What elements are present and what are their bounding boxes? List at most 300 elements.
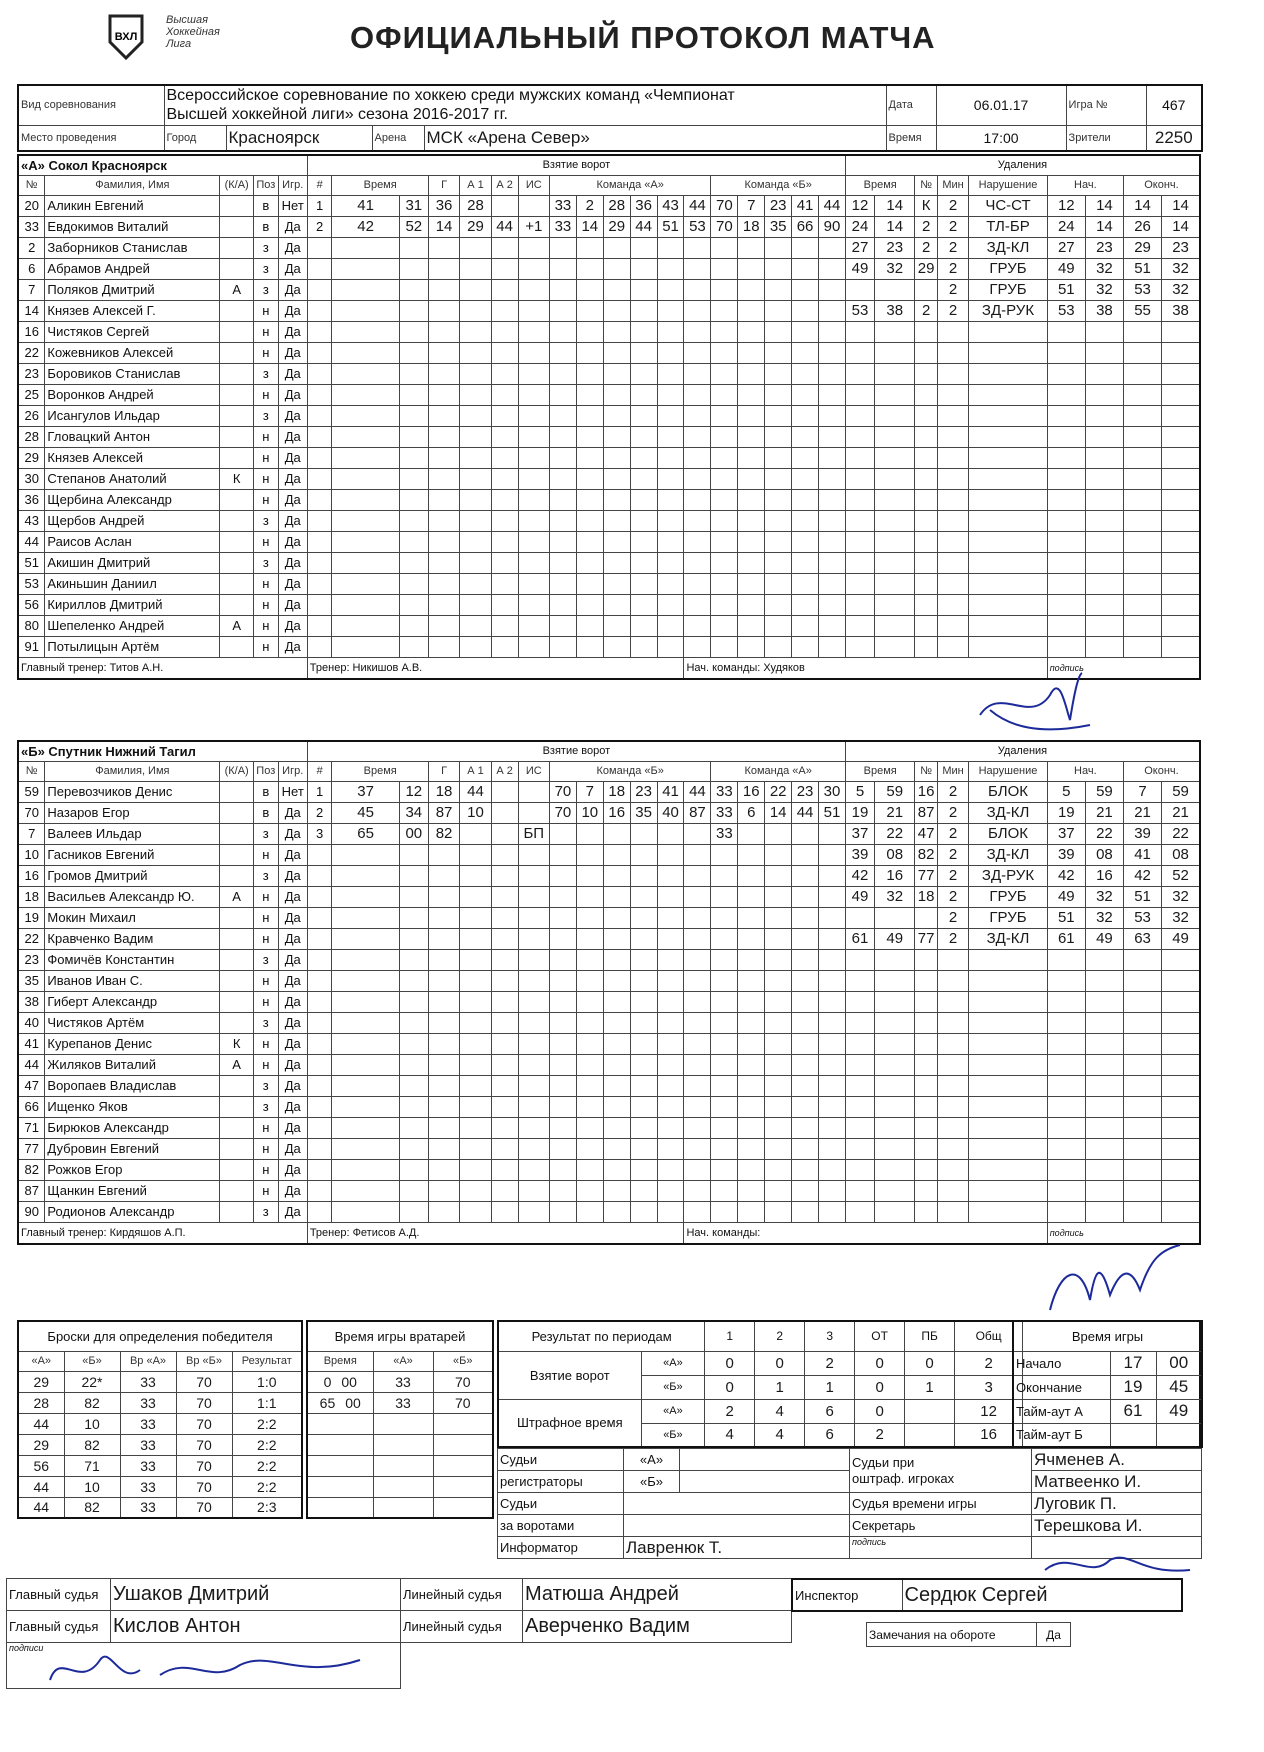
empty-cell	[711, 279, 738, 300]
empty-cell	[603, 1201, 630, 1222]
empty-cell	[819, 1033, 846, 1054]
empty-cell	[819, 1075, 846, 1096]
empty-cell	[711, 468, 738, 489]
pen-judge-1: Ячменев А.	[1032, 1449, 1202, 1471]
empty-cell	[765, 1138, 792, 1159]
empty-cell	[460, 991, 491, 1012]
empty-cell	[1047, 531, 1085, 552]
empty-cell	[460, 1033, 491, 1054]
empty-cell	[738, 552, 765, 573]
pen-player: 87	[915, 802, 937, 823]
empty-cell	[428, 928, 459, 949]
player-position: н	[253, 321, 278, 342]
empty-cell	[433, 1476, 493, 1497]
empty-cell	[915, 594, 937, 615]
col-team-on-ice: Команда «Б»	[549, 761, 710, 781]
secretary: Терешкова И.	[1032, 1515, 1202, 1537]
col-num: №	[18, 761, 45, 781]
goalie-time	[307, 1371, 373, 1392]
empty-cell	[1047, 1054, 1085, 1075]
empty-cell	[307, 426, 332, 447]
empty-cell	[765, 1180, 792, 1201]
player-number: 70	[18, 802, 45, 823]
pen-end-min: 53	[1123, 279, 1161, 300]
empty-cell	[549, 886, 576, 907]
player-number: 7	[18, 279, 45, 300]
player-role	[220, 531, 254, 552]
empty-cell	[1085, 1180, 1123, 1201]
empty-cell	[307, 1117, 332, 1138]
player-role	[220, 1012, 254, 1033]
empty-cell	[875, 447, 915, 468]
empty-cell	[307, 447, 332, 468]
empty-cell	[819, 865, 846, 886]
empty-cell	[576, 1012, 603, 1033]
empty-cell	[576, 552, 603, 573]
team_b-table	[17, 740, 1201, 1245]
empty-cell	[332, 844, 399, 865]
empty-cell	[969, 342, 1047, 363]
empty-cell	[399, 1201, 428, 1222]
empty-cell	[307, 1497, 373, 1518]
empty-cell	[518, 1012, 549, 1033]
empty-cell	[792, 928, 819, 949]
empty-cell	[1047, 1138, 1085, 1159]
empty-cell	[518, 615, 549, 636]
goalie-a: 33	[373, 1371, 433, 1392]
empty-cell	[657, 363, 684, 384]
empty-cell	[332, 363, 399, 384]
player-number: 71	[18, 1117, 45, 1138]
empty-cell	[684, 405, 711, 426]
empty-cell	[657, 844, 684, 865]
venue-label: Место проведения	[18, 125, 164, 151]
empty-cell	[603, 468, 630, 489]
empty-cell	[549, 363, 576, 384]
empty-cell	[969, 510, 1047, 531]
pen-infraction: ЗД-РУК	[969, 300, 1047, 321]
player-role	[220, 405, 254, 426]
empty-cell	[307, 1476, 373, 1497]
empty-cell	[969, 1180, 1047, 1201]
player-number: 53	[18, 573, 45, 594]
empty-cell	[1085, 1159, 1123, 1180]
empty-cell	[969, 1159, 1047, 1180]
empty-cell	[460, 573, 491, 594]
shootout-col: «А»	[18, 1351, 64, 1371]
empty-cell	[332, 510, 399, 531]
goal-no: 1	[307, 781, 332, 802]
empty-cell	[576, 510, 603, 531]
pen-start-min: 53	[1047, 300, 1085, 321]
empty-cell	[819, 1159, 846, 1180]
empty-cell	[518, 426, 549, 447]
empty-cell	[765, 384, 792, 405]
shootout-cell: 44	[18, 1413, 64, 1434]
signature-team-a	[970, 665, 1100, 745]
empty-cell	[819, 1201, 846, 1222]
empty-cell	[819, 886, 846, 907]
empty-cell	[1085, 342, 1123, 363]
pen-player: К	[915, 195, 937, 216]
pen-minutes: 2	[937, 781, 968, 802]
on-ice-player: 7	[738, 195, 765, 216]
empty-cell	[399, 865, 428, 886]
empty-cell	[684, 1138, 711, 1159]
pen-end-min: 53	[1123, 907, 1161, 928]
goalie-time-min: 65	[319, 1394, 336, 1411]
pen-end-min: 55	[1123, 300, 1161, 321]
empty-cell	[630, 594, 657, 615]
shootout-cell: 2:2	[232, 1455, 302, 1476]
empty-cell	[711, 405, 738, 426]
empty-cell	[684, 1054, 711, 1075]
empty-cell	[937, 321, 968, 342]
empty-cell	[819, 531, 846, 552]
empty-cell	[1162, 1180, 1200, 1201]
empty-cell	[549, 949, 576, 970]
competition-label: Вид соревнования	[18, 85, 164, 125]
empty-cell	[711, 844, 738, 865]
empty-cell	[792, 949, 819, 970]
player-number: 91	[18, 636, 45, 657]
empty-cell	[603, 615, 630, 636]
pen-end-sec: 23	[1162, 237, 1200, 258]
empty-cell	[518, 489, 549, 510]
shootout-cell: 70	[176, 1497, 232, 1518]
empty-cell	[915, 949, 937, 970]
empty-cell	[937, 1054, 968, 1075]
empty-cell	[792, 237, 819, 258]
pen-end-min: 41	[1123, 844, 1161, 865]
empty-cell	[1123, 321, 1161, 342]
empty-cell	[875, 1054, 915, 1075]
pen-infraction: ЧС-СТ	[969, 195, 1047, 216]
period-team: «А»	[641, 1399, 705, 1423]
pen-infraction: ЗД-КЛ	[969, 237, 1047, 258]
goal-assist1	[460, 823, 491, 844]
player-name: Кириллов Дмитрий	[45, 594, 220, 615]
empty-cell	[1047, 949, 1085, 970]
empty-cell	[549, 1096, 576, 1117]
empty-cell	[845, 1159, 874, 1180]
player-played: Да	[278, 531, 307, 552]
empty-cell	[845, 363, 874, 384]
empty-cell	[491, 844, 518, 865]
empty-cell	[819, 363, 846, 384]
pen-end-sec: 22	[1162, 823, 1200, 844]
goal-assist1: 29	[460, 216, 491, 237]
empty-cell	[603, 1033, 630, 1054]
empty-cell	[332, 907, 399, 928]
empty-cell	[875, 1117, 915, 1138]
empty-cell	[657, 384, 684, 405]
empty-cell	[1085, 970, 1123, 991]
empty-cell	[845, 949, 874, 970]
empty-cell	[603, 1075, 630, 1096]
shootout-cell: 70	[176, 1455, 232, 1476]
empty-cell	[603, 991, 630, 1012]
empty-cell	[765, 552, 792, 573]
shootout-row	[18, 1455, 302, 1476]
empty-cell	[433, 1434, 493, 1455]
empty-cell	[518, 865, 549, 886]
reg-b: «Б»	[624, 1471, 680, 1493]
logo-line: Хоккейная	[166, 26, 220, 38]
empty-cell	[875, 426, 915, 447]
player-position: н	[253, 1180, 278, 1201]
empty-cell	[969, 489, 1047, 510]
empty-cell	[549, 1117, 576, 1138]
empty-cell	[765, 321, 792, 342]
period-row-label: Штрафное время	[498, 1399, 641, 1447]
player-played: Да	[278, 426, 307, 447]
empty-cell	[549, 321, 576, 342]
empty-cell	[937, 531, 968, 552]
empty-cell	[738, 1054, 765, 1075]
empty-cell	[1123, 1012, 1161, 1033]
empty-cell	[738, 1159, 765, 1180]
empty-cell	[657, 615, 684, 636]
empty-cell	[307, 907, 332, 928]
empty-cell	[711, 949, 738, 970]
empty-cell	[875, 594, 915, 615]
goal-min: 41	[332, 195, 399, 216]
pen-min: 24	[845, 216, 874, 237]
team-manager: Нач. команды: Худяков	[684, 657, 1047, 679]
player-position: н	[253, 426, 278, 447]
empty-cell	[460, 279, 491, 300]
empty-cell	[937, 594, 968, 615]
player-position: в	[253, 195, 278, 216]
pen-start-min: 49	[1047, 258, 1085, 279]
empty-cell	[845, 1138, 874, 1159]
empty-cell	[1085, 447, 1123, 468]
empty-cell	[684, 1033, 711, 1054]
empty-cell	[428, 468, 459, 489]
player-role	[220, 991, 254, 1012]
empty-cell	[1162, 489, 1200, 510]
empty-cell	[399, 1033, 428, 1054]
player-number: 40	[18, 1012, 45, 1033]
empty-cell	[657, 865, 684, 886]
shootout-cell: 10	[64, 1476, 120, 1497]
empty-cell	[1123, 489, 1161, 510]
goal-assist2	[491, 781, 518, 802]
spectators-label: Зрители	[1066, 125, 1146, 151]
empty-cell	[875, 1075, 915, 1096]
empty-cell	[332, 949, 399, 970]
empty-cell	[491, 1159, 518, 1180]
empty-cell	[307, 405, 332, 426]
informer-label: Информатор	[498, 1537, 624, 1559]
empty-cell	[915, 970, 937, 991]
empty-cell	[332, 384, 399, 405]
player-number: 47	[18, 1075, 45, 1096]
player-row	[18, 363, 1200, 384]
goalie-time	[307, 1392, 373, 1413]
empty-cell	[332, 928, 399, 949]
empty-cell	[738, 886, 765, 907]
on-ice-player: 36	[630, 195, 657, 216]
pen-start-min: 27	[1047, 237, 1085, 258]
empty-cell	[937, 1096, 968, 1117]
empty-cell	[373, 1497, 433, 1518]
empty-cell	[630, 510, 657, 531]
empty-cell	[307, 1434, 373, 1455]
empty-cell	[845, 384, 874, 405]
empty-cell	[518, 510, 549, 531]
empty-cell	[518, 1096, 549, 1117]
player-played: Да	[278, 928, 307, 949]
empty-cell	[1047, 447, 1085, 468]
empty-cell	[792, 531, 819, 552]
empty-cell	[937, 363, 968, 384]
empty-cell	[576, 573, 603, 594]
pen-player: 2	[915, 237, 937, 258]
empty-cell	[819, 300, 846, 321]
empty-cell	[630, 258, 657, 279]
player-position: н	[253, 531, 278, 552]
empty-cell	[765, 970, 792, 991]
player-name: Чистяков Артём	[45, 1012, 220, 1033]
team-manager: Нач. команды:	[684, 1222, 1047, 1244]
empty-cell	[399, 237, 428, 258]
on-ice-player: 10	[576, 802, 603, 823]
pen-min: 37	[845, 823, 874, 844]
on-ice-player: 41	[792, 195, 819, 216]
empty-cell	[915, 426, 937, 447]
player-position: н	[253, 489, 278, 510]
shootout-cell: 33	[120, 1413, 176, 1434]
empty-cell	[549, 342, 576, 363]
empty-cell	[428, 1180, 459, 1201]
col-is: ИС	[518, 175, 549, 195]
empty-cell	[765, 342, 792, 363]
player-role	[220, 300, 254, 321]
pen-player: 18	[915, 886, 937, 907]
time-value: 17:00	[936, 125, 1066, 151]
player-number: 36	[18, 489, 45, 510]
empty-cell	[307, 321, 332, 342]
empty-cell	[630, 1054, 657, 1075]
empty-cell	[969, 1138, 1047, 1159]
empty-cell	[603, 384, 630, 405]
pen-minutes: 2	[937, 823, 968, 844]
empty-cell	[491, 1033, 518, 1054]
empty-cell	[915, 991, 937, 1012]
on-ice-player: 23	[765, 195, 792, 216]
empty-cell	[1162, 949, 1200, 970]
start-minute: 00	[1156, 1351, 1202, 1375]
period-team: «Б»	[641, 1375, 705, 1399]
empty-cell	[307, 1096, 332, 1117]
main-referee-1: Ушаков Дмитрий	[111, 1579, 401, 1611]
pen-minutes: 2	[937, 865, 968, 886]
pen-start-min: 24	[1047, 216, 1085, 237]
goal-assist2	[491, 823, 518, 844]
empty-cell	[460, 1180, 491, 1201]
pen-infraction: ГРУБ	[969, 886, 1047, 907]
empty-cell	[1085, 405, 1123, 426]
empty-cell	[819, 907, 846, 928]
pen-end-sec: 52	[1162, 865, 1200, 886]
pen-start-min: 61	[1047, 928, 1085, 949]
city-value: Красноярск	[226, 125, 372, 151]
period-col: 1	[705, 1321, 755, 1351]
goalie-time-table	[306, 1320, 494, 1519]
empty-cell	[307, 1012, 332, 1033]
empty-cell	[1047, 405, 1085, 426]
empty-cell	[518, 1054, 549, 1075]
empty-cell	[332, 279, 399, 300]
empty-cell	[307, 928, 332, 949]
player-role	[220, 321, 254, 342]
empty-cell	[399, 531, 428, 552]
player-name: Васильев Александр Ю.	[45, 886, 220, 907]
goalie-a: 33	[373, 1392, 433, 1413]
goal-judge-label: Судьи	[498, 1493, 624, 1515]
pen-end-min: 51	[1123, 886, 1161, 907]
period-row-label: Взятие ворот	[498, 1351, 641, 1399]
city-label: Город	[164, 125, 226, 151]
empty-cell	[630, 1096, 657, 1117]
empty-cell	[937, 1138, 968, 1159]
player-row	[18, 1096, 1200, 1117]
pen-infraction: ГРУБ	[969, 907, 1047, 928]
player-position: н	[253, 615, 278, 636]
shootout-cell: 2:3	[232, 1497, 302, 1518]
empty-cell	[491, 1054, 518, 1075]
empty-cell	[738, 510, 765, 531]
linesman-2: Аверченко Вадим	[523, 1611, 792, 1643]
inspector-label: Инспектор	[792, 1579, 902, 1611]
empty-cell	[969, 1201, 1047, 1222]
empty-cell	[657, 636, 684, 657]
empty-cell	[460, 258, 491, 279]
empty-cell	[657, 321, 684, 342]
empty-cell	[491, 531, 518, 552]
empty-cell	[332, 573, 399, 594]
player-name: Евдокимов Виталий	[45, 216, 220, 237]
empty-cell	[399, 468, 428, 489]
start-label: Начало	[1013, 1351, 1110, 1375]
empty-cell	[491, 447, 518, 468]
empty-cell	[765, 531, 792, 552]
empty-cell	[1123, 615, 1161, 636]
player-row	[18, 949, 1200, 970]
empty-cell	[576, 489, 603, 510]
on-ice-player: 7	[576, 781, 603, 802]
player-number: 44	[18, 1054, 45, 1075]
col-g: Г	[428, 175, 459, 195]
player-played: Да	[278, 363, 307, 384]
player-position: н	[253, 1138, 278, 1159]
empty-cell	[1123, 405, 1161, 426]
col-team-on-ice: Команда «А»	[549, 175, 710, 195]
player-row	[18, 1201, 1200, 1222]
col-a1: А 1	[460, 761, 491, 781]
empty-cell	[460, 552, 491, 573]
period-col: 3	[805, 1321, 855, 1351]
empty-cell	[460, 594, 491, 615]
end-label: Окончание	[1013, 1375, 1110, 1399]
empty-cell	[307, 258, 332, 279]
pen-sec: 23	[875, 237, 915, 258]
empty-cell	[711, 384, 738, 405]
pen-minutes: 2	[937, 300, 968, 321]
on-ice-player: 23	[630, 781, 657, 802]
